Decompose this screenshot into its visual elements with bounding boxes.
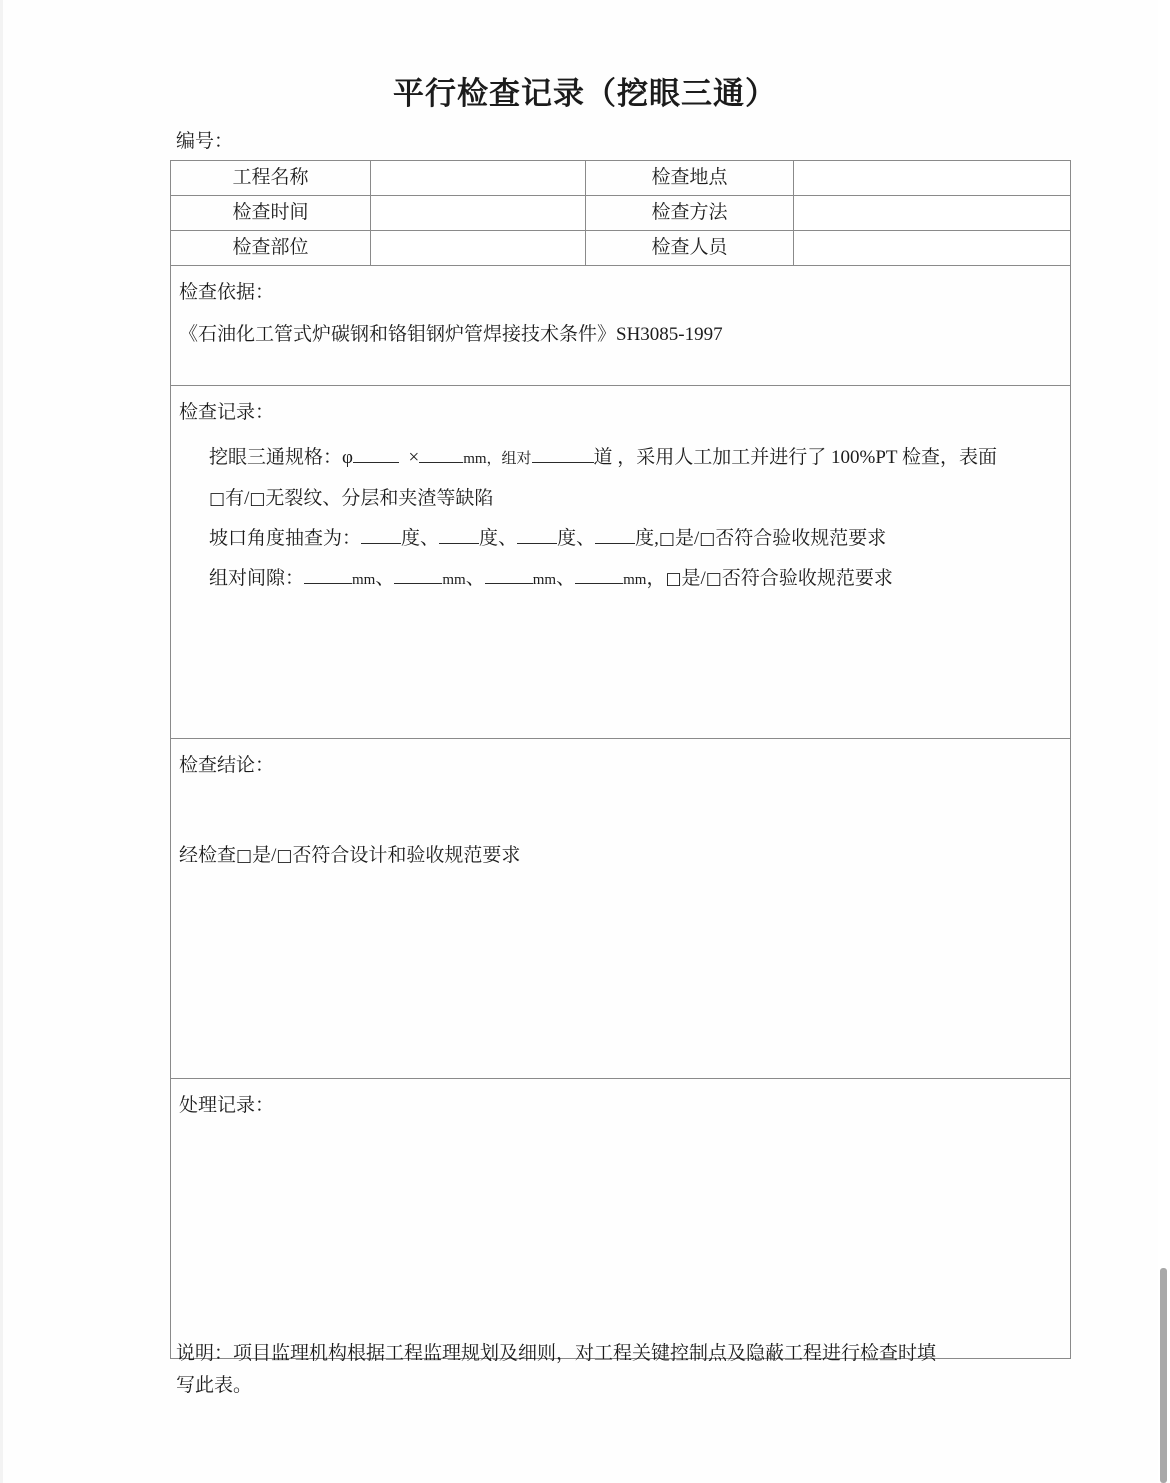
label-conclusion-yes: 是/ [252, 845, 277, 866]
inspection-basis-heading: 检查依据： [179, 282, 275, 303]
inspection-conclusion-cell[interactable] [171, 739, 1071, 1079]
bevel-angle-blank-4[interactable] [595, 524, 635, 544]
checkbox-conclusion-yes[interactable]: □ [236, 846, 253, 866]
spec-count-blank[interactable] [532, 443, 594, 463]
checkbox-gap-conform-yes[interactable]: □ [665, 569, 682, 589]
table-row [171, 231, 1071, 266]
inspection-conclusion-text [179, 839, 1070, 873]
record-line-bevel-angle [179, 519, 1070, 559]
checkbox-bevel-conform-no[interactable]: □ [699, 529, 716, 549]
label-inspection-time: 检查时间 [171, 196, 371, 231]
bevel-angle-blank-2[interactable] [439, 524, 479, 544]
gap-sep-1: 、 [375, 568, 395, 589]
inspection-record-body [179, 438, 1070, 600]
footer-note-line-1: 说明：项目监理机构根据工程监理规划及细则，对工程关键控制点及隐蔽工程进行检查时填 [176, 1343, 937, 1364]
spec-unit-mm: mm，组对 [463, 451, 532, 467]
bevel-angle-blank-3[interactable] [517, 524, 557, 544]
conclusion-row [171, 739, 1071, 1079]
gap-blank-1[interactable] [304, 564, 352, 584]
checkbox-has-defects[interactable]: □ [209, 489, 226, 509]
basis-row [171, 266, 1071, 386]
table-row [171, 196, 1071, 231]
bevel-angle-comma: , [654, 528, 659, 549]
spec-diameter-blank[interactable] [353, 443, 399, 463]
handling-record-cell[interactable] [171, 1079, 1071, 1359]
label-project-name: 工程名称 [171, 161, 371, 196]
inspection-basis-text: 《石油化工管式炉碳钢和铬钼钢炉管焊接技术条件》SH3085-1997 [179, 324, 723, 345]
label-gap-yes: 是/ [681, 568, 706, 589]
checkbox-gap-conform-no[interactable]: □ [705, 569, 722, 589]
handling-row [171, 1079, 1071, 1359]
label-bevel-no: 否符合验收规范要求 [715, 528, 887, 549]
inspection-record-cell[interactable] [171, 386, 1071, 739]
record-line-spec [179, 438, 1070, 479]
inspection-basis-cell[interactable] [171, 266, 1071, 386]
gap-unit-3: mm [532, 572, 557, 588]
spec-prefix: 挖眼三通规格：φ [209, 447, 353, 468]
gap-unit-1: mm [352, 572, 376, 588]
gap-sep-2: 、 [465, 568, 485, 589]
label-bevel-yes: 是/ [674, 528, 700, 549]
bevel-angle-unit-4: 度 [635, 528, 655, 549]
record-row [171, 386, 1071, 739]
gap-sep-3: 、 [556, 568, 576, 589]
gap-blank-2[interactable] [394, 564, 442, 584]
gap-blank-4[interactable] [575, 564, 623, 584]
gap-unit-4: mm [623, 572, 647, 588]
label-inspection-method: 检查方法 [586, 196, 794, 231]
handling-record-heading: 处理记录： [179, 1095, 275, 1116]
bevel-angle-sep-1: 、 [420, 528, 440, 549]
page-title: 平行检查记录（挖眼三通） [393, 76, 777, 111]
bevel-angle-sep-2: 、 [498, 528, 518, 549]
footer-note-line-2: 写此表。 [176, 1375, 253, 1396]
vertical-scrollbar[interactable] [1158, 0, 1170, 1483]
label-gap-no: 否符合验收规范要求 [721, 568, 893, 589]
value-inspection-location[interactable] [794, 161, 1071, 196]
value-inspection-part[interactable] [371, 231, 586, 266]
checkbox-bevel-conform-yes[interactable]: □ [658, 529, 675, 549]
label-has-defects: 有/ [225, 488, 250, 509]
spec-times: × [408, 447, 420, 468]
gap-blank-3[interactable] [485, 564, 533, 584]
gap-prefix: 组对间隙： [209, 568, 305, 589]
checkbox-conclusion-no[interactable]: □ [276, 846, 293, 866]
page-left-edge [0, 0, 3, 1483]
spec-thickness-blank[interactable] [419, 443, 463, 463]
value-project-name[interactable] [371, 161, 586, 196]
bevel-angle-unit-2: 度 [479, 528, 499, 549]
table-row [171, 161, 1071, 196]
value-inspection-method[interactable] [794, 196, 1071, 231]
bevel-angle-blank-1[interactable] [361, 524, 401, 544]
bevel-angle-unit-1: 度 [401, 528, 421, 549]
inspection-conclusion-heading: 检查结论： [179, 755, 275, 776]
bevel-angle-unit-3: 度 [557, 528, 577, 549]
spec-suffix: 道 ，采用人工加工并进行了 100%PT 检查，表面 [593, 447, 997, 468]
gap-comma: ， [646, 568, 666, 589]
checkbox-no-defects[interactable]: □ [249, 489, 266, 509]
inspection-form-table [170, 160, 1071, 1359]
bevel-angle-prefix: 坡口角度抽查为： [209, 528, 362, 549]
inspection-record-heading: 检查记录： [179, 402, 275, 423]
bevel-angle-sep-3: 、 [576, 528, 596, 549]
value-inspection-time[interactable] [371, 196, 586, 231]
label-inspector: 检查人员 [586, 231, 794, 266]
record-line-defects [179, 479, 1070, 519]
record-line-assembly-gap [179, 559, 1070, 600]
value-inspector[interactable] [794, 231, 1071, 266]
label-no-defects: 无裂纹、分层和夹渣等缺陷 [265, 488, 494, 509]
label-conclusion-no: 否符合设计和验收规范要求 [292, 845, 521, 866]
gap-unit-2: mm [442, 572, 466, 588]
scrollbar-thumb[interactable] [1160, 1268, 1167, 1483]
label-inspection-part: 检查部位 [171, 231, 371, 266]
conclusion-prefix: 经检查 [179, 845, 237, 866]
serial-number-label: 编号： [176, 131, 234, 152]
label-inspection-location: 检查地点 [586, 161, 794, 196]
footer-note [176, 1338, 1056, 1402]
